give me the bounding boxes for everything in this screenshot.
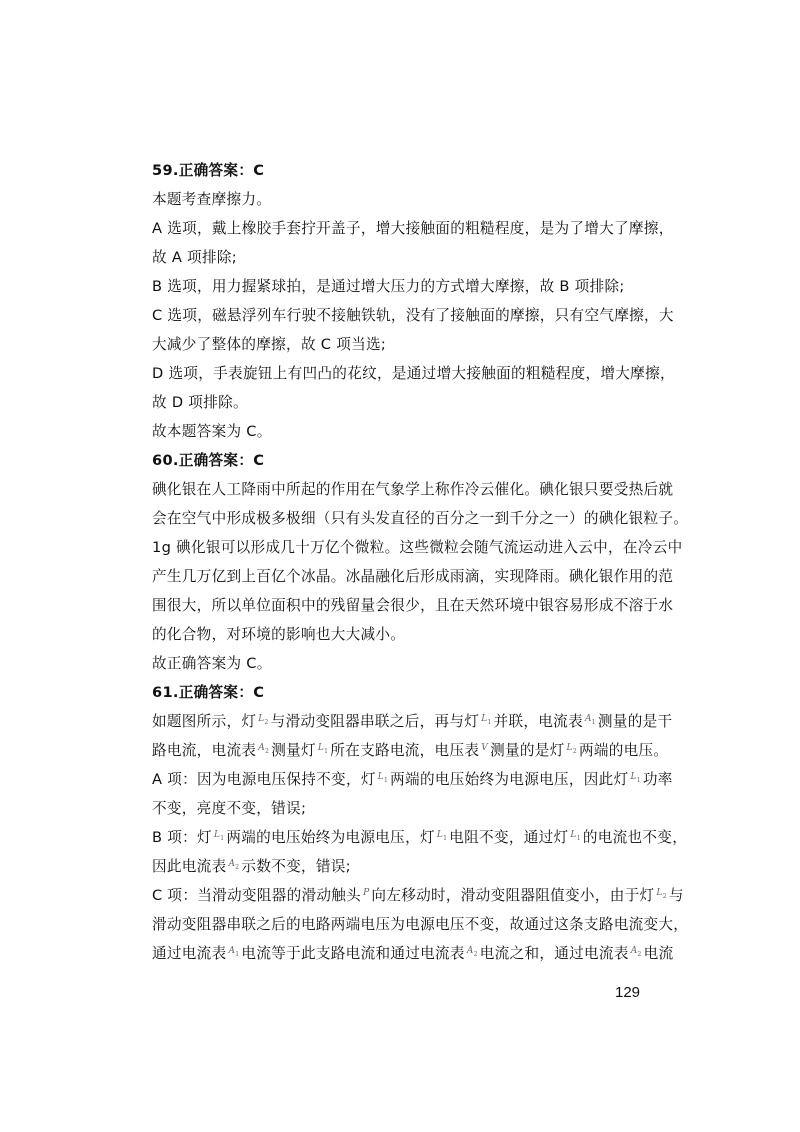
q60-line-3: 1g 碘化银可以形成几十万亿个微粒。这些微粒会随气流运动进入云中，在冷云中 (152, 539, 683, 556)
q61-line-9 (152, 939, 674, 968)
sym: L (258, 714, 265, 724)
text: B 项：灯 (152, 829, 212, 846)
sym: A (228, 859, 236, 869)
text: 电流之和，通过电流表 (479, 945, 629, 962)
sym: L (377, 772, 385, 782)
symbol-L2 (567, 743, 577, 753)
symbol-L2 (258, 714, 268, 724)
text: 示数不变，错误; (241, 858, 351, 875)
sub: 1 (384, 776, 389, 784)
symbol-L1 (481, 714, 491, 724)
sym: V (481, 743, 489, 753)
text: 两端的电压始终为电源电压，灯 (226, 829, 435, 846)
sym: L (570, 830, 577, 840)
q59-line-3: 故 A 项排除; (152, 249, 237, 266)
sub: 2 (265, 747, 270, 755)
text: 电流等于此支路电流和通过电流表 (241, 945, 465, 962)
symbol-A2 (631, 946, 642, 956)
sym: A (630, 946, 638, 956)
text: 如题图所示，灯 (152, 713, 257, 730)
q59-line-7: D 选项，手表旋钮上有凹凸的花纹，是通过增大接触面的粗糙程度，增大摩擦， (152, 365, 675, 382)
q60-line-5: 围很大，所以单位面积中的残留量会很少，且在天然环境中银容易形成不溶于水 (152, 597, 674, 614)
sub: 1 (576, 834, 581, 842)
text: 向左移动时，滑动变阻器阻值变小，由于灯 (371, 887, 655, 904)
sub: 1 (591, 718, 596, 726)
symbol-A1 (585, 714, 596, 724)
sym: L (630, 772, 637, 782)
text: 与滑动变阻器串联之后，再与灯 (270, 713, 480, 730)
q61-line-8: 滑动变阻器串联之后的电路两端电压为电源电压不变，故通过这条支路电流变大， (152, 916, 689, 933)
text: 两端的电压。 (578, 742, 669, 759)
q61-line-6 (152, 852, 652, 881)
sym: A (228, 946, 236, 956)
sub: 1 (443, 834, 448, 842)
symbol-L2 (656, 888, 666, 898)
q60-line-4: 产生几万亿到上百亿个冰晶。冰晶融化后形成雨滴，实现降雨。碘化银作用的范 (152, 568, 674, 585)
symbol-A1 (228, 946, 239, 956)
sub: 2 (662, 892, 667, 900)
q61-line-7 (152, 881, 684, 910)
symbol-A2 (467, 946, 478, 956)
symbol-L1 (630, 772, 640, 782)
sub: 1 (235, 950, 240, 958)
symbol-L1 (437, 830, 447, 840)
text: 与 (668, 887, 684, 904)
sym: L (481, 714, 488, 724)
symbol-L1 (570, 830, 580, 840)
sub: 2 (637, 950, 642, 958)
q59-line-6: 大减少了整体的摩擦，故 C 项当选; (152, 336, 387, 353)
sym: A (584, 714, 592, 724)
sym: L (317, 743, 325, 753)
text: 路电流，电流表 (152, 742, 257, 759)
q59-line-5: C 选项，磁悬浮列车行驶不接触铁轨，没有了接触面的摩擦，只有空气摩擦，大 (152, 307, 674, 324)
q61-line-1 (152, 707, 673, 736)
text: 测量的是灯 (490, 742, 565, 759)
q59-line-4: B 选项，用力握紧球拍，是通过增大压力的方式增大摩擦，故 B 项排除; (152, 278, 625, 295)
sym: A (466, 946, 474, 956)
q59-line-1: 本题考查摩擦力。 (152, 191, 272, 208)
document-page (152, 156, 689, 968)
text: 所在支路电流，电压表 (330, 742, 480, 759)
sub: 1 (636, 776, 641, 784)
symbol-L1 (214, 830, 224, 840)
q60-heading: 60.正确答案：C (152, 452, 265, 469)
sub: 1 (324, 747, 329, 755)
q61-line-3 (152, 765, 673, 794)
sym: L (656, 888, 663, 898)
text: 功率 (642, 771, 673, 788)
text: 并联，电流表 (493, 713, 583, 730)
q60-line-6: 的化合物，对环境的影响也大大减小。 (152, 626, 406, 643)
symbol-L1 (318, 743, 328, 753)
page-number: 129 (615, 984, 641, 1001)
text: A 项：因为电源电压保持不变，灯 (152, 771, 376, 788)
sub: 2 (264, 718, 269, 726)
sym: L (213, 830, 221, 840)
sym: L (566, 743, 573, 753)
symbol-A2 (258, 743, 269, 753)
symbol-P (363, 888, 369, 898)
text: 因此电流表 (152, 858, 227, 875)
sub: 2 (473, 950, 478, 958)
sym: L (436, 830, 444, 840)
sub: 2 (572, 747, 577, 755)
text: 通过电流表 (152, 945, 227, 962)
q61-line-2 (152, 736, 669, 765)
symbol-A2 (228, 859, 239, 869)
text: 测量灯 (271, 742, 316, 759)
text: C 项：当滑动变阻器的滑动触头 (152, 887, 362, 904)
symbol-V (481, 743, 488, 753)
q61-line-4: 不变，亮度不变，错误; (152, 800, 307, 817)
q59-heading: 59.正确答案：C (152, 162, 265, 179)
sym: A (258, 743, 266, 753)
q59-line-9: 故本题答案为 C。 (152, 423, 272, 440)
text: 电阻不变，通过灯 (449, 829, 569, 846)
q60-line-1: 碘化银在人工降雨中所起的作用在气象学上称作冷云催化。碘化银只要受热后就 (152, 481, 674, 498)
text: 两端的电压始终为电源电压，因此灯 (390, 771, 629, 788)
q60-line-2: 会在空气中形成极多极细（只有头发直径的百分之一到千分之一）的碘化银粒子。 (152, 510, 689, 527)
q61-heading: 61.正确答案：C (152, 684, 265, 701)
symbol-L1 (378, 772, 388, 782)
q60-line-7: 故正确答案为 C。 (152, 655, 272, 672)
q59-line-8: 故 D 项排除。 (152, 394, 248, 411)
q61-line-5 (152, 823, 688, 852)
sym: P (363, 888, 370, 898)
q59-line-2: A 选项，戴上橡胶手套拧开盖子，增大接触面的粗糙程度，是为了增大了摩擦， (152, 220, 674, 237)
text: 的电流也不变， (582, 829, 688, 846)
text: 测量的是干 (597, 713, 673, 730)
text: 电流 (643, 945, 674, 962)
sub: 1 (220, 834, 225, 842)
sub: 2 (235, 863, 240, 871)
sub: 1 (487, 718, 492, 726)
